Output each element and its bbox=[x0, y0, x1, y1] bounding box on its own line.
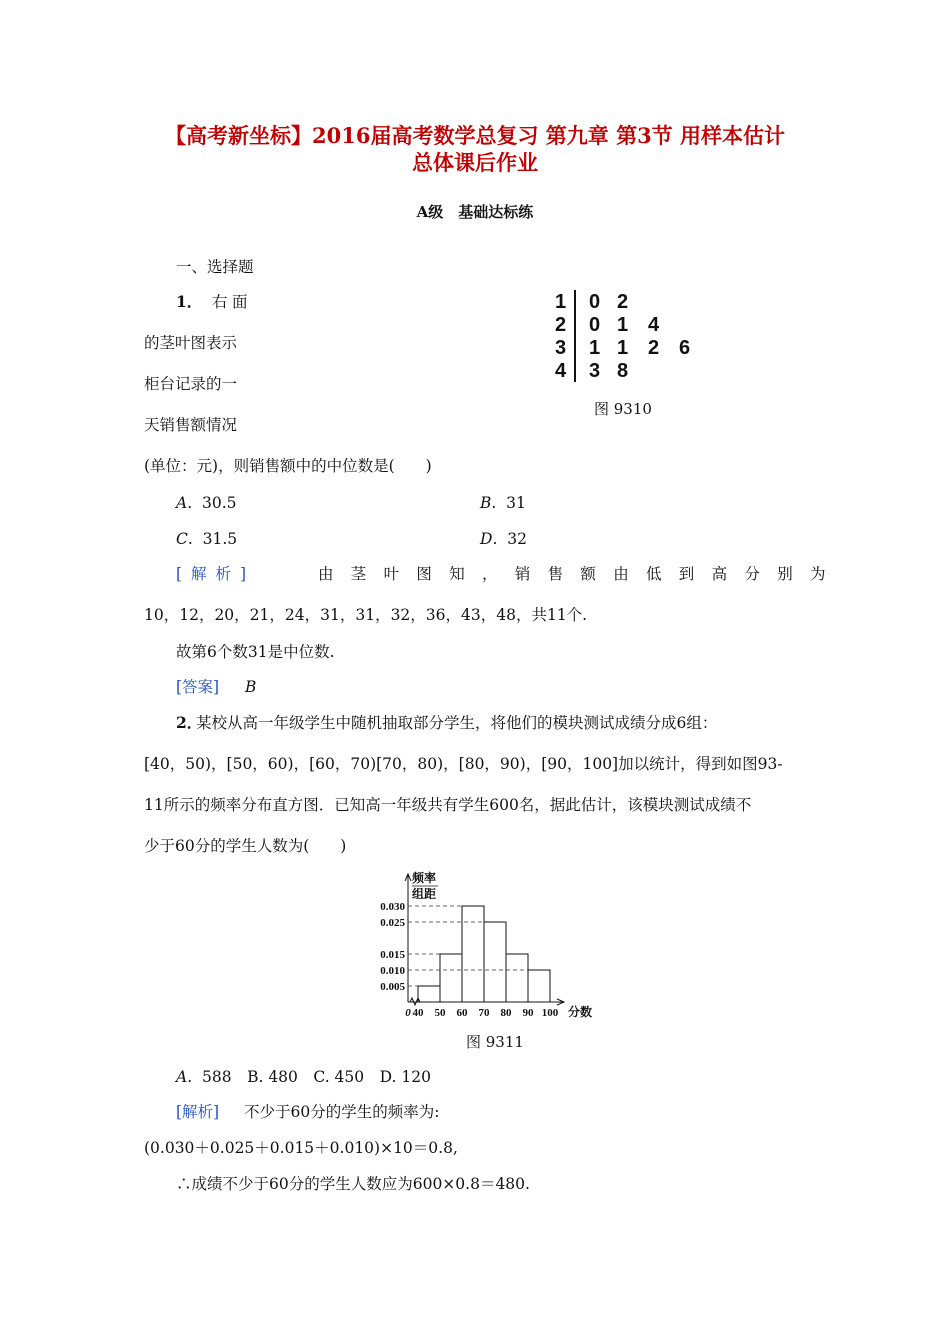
histogram-bar-1 bbox=[440, 954, 462, 1002]
histogram-caption: 图 9311 bbox=[466, 1033, 524, 1051]
q1-analysis-line2: 10，12，20，21，24，31，31，32，36，43，48，共11个. bbox=[144, 606, 588, 624]
q1-option-a-value: 30.5 bbox=[201, 494, 237, 512]
histogram-bar-3 bbox=[484, 922, 506, 1002]
leaf-2-1: 1 bbox=[617, 314, 629, 336]
q1-option-b-value: 31 bbox=[506, 494, 526, 512]
leaf-3-2: 2 bbox=[648, 337, 660, 359]
leaf-3-1: 1 bbox=[617, 337, 629, 359]
q1-line2: 的茎叶图表示 bbox=[144, 334, 238, 352]
leaf-4-0: 3 bbox=[589, 360, 601, 382]
q1-analysis-line3: 故第6个数31是中位数. bbox=[176, 643, 335, 661]
q2-analysis-line2: (0.030＋0.025＋0.015＋0.010)×10＝0.8, bbox=[144, 1139, 458, 1157]
q1-option-a: A. 30.5 bbox=[176, 494, 237, 512]
leaf-1-0: 0 bbox=[589, 291, 601, 313]
q2-options bbox=[176, 1067, 431, 1087]
stem-2: 2 bbox=[555, 314, 567, 336]
histogram-bar-4 bbox=[506, 954, 528, 1002]
origin-label: 0 bbox=[405, 1007, 411, 1019]
x-tick-label-2: 60 bbox=[456, 1007, 468, 1019]
x-tick-label-0: 40 bbox=[412, 1007, 424, 1019]
q1-word2: 面 bbox=[232, 293, 248, 311]
y-tick-label-2: 0.015 bbox=[380, 949, 405, 961]
x-tick-label-1: 50 bbox=[434, 1007, 446, 1019]
doc-title-line1: 【高考新坐标】2016届高考数学总复习 第九章 第3节 用样本估计 bbox=[165, 123, 785, 148]
stem-3: 3 bbox=[555, 337, 567, 359]
leaf-2-0: 0 bbox=[589, 314, 601, 336]
q1-option-b: B. 31 bbox=[480, 494, 526, 512]
y-axis-label-top: 频率 bbox=[412, 871, 437, 885]
q1-option-d: D. 32 bbox=[480, 530, 527, 548]
x-tick-label-6: 100 bbox=[541, 1007, 559, 1019]
q2-analysis-line3: ∴成绩不少于60分的学生人数应为600×0.8＝480. bbox=[176, 1175, 530, 1193]
frequency-histogram bbox=[360, 862, 620, 1022]
x-axis-label: 分数 bbox=[567, 1005, 593, 1019]
q1-line3: 柜台记录的一 bbox=[144, 375, 238, 393]
q1-analysis-tag: [解析] bbox=[176, 565, 256, 583]
leaf-4-1: 8 bbox=[617, 360, 629, 382]
leaf-2-2: 4 bbox=[648, 314, 660, 336]
q2-number: 2． bbox=[176, 713, 203, 732]
histogram-bar-2 bbox=[462, 906, 484, 1002]
q2-line1: 某校从高一年级学生中随机抽取部分学生，将他们的模块测试成绩分成6组： bbox=[196, 714, 718, 732]
q2-line2: [40，50)，[50，60)，[60，70)[70，80)，[80，90)，[90，100]加以统计，得到如图93- bbox=[144, 755, 783, 773]
q2-options-values: 588 B. 480 C. 450 D. 120 bbox=[201, 1068, 431, 1086]
stem-1: 1 bbox=[555, 291, 567, 313]
y-tick-label-1: 0.025 bbox=[380, 917, 405, 929]
histogram-bar-0 bbox=[418, 986, 440, 1002]
x-tick-label-4: 80 bbox=[500, 1007, 512, 1019]
y-tick-label-0: 0.030 bbox=[380, 901, 405, 913]
q2-analysis-text: 不少于60分的学生的频率为: bbox=[244, 1103, 440, 1121]
q2-line4: 少于60分的学生人数为( ) bbox=[144, 837, 347, 855]
q2-line3: 11所示的频率分布直方图．已知高一年级共有学生600名，据此估计，该模块测试成绩不 bbox=[144, 796, 752, 814]
q1-answer: B bbox=[245, 678, 257, 696]
doc-title-line2: 总体课后作业 bbox=[412, 150, 538, 175]
y-tick-label-4: 0.005 bbox=[380, 981, 405, 993]
stem-4: 4 bbox=[555, 360, 567, 382]
leaf-3-3: 6 bbox=[679, 337, 691, 359]
q1-option-c-value: 31.5 bbox=[202, 530, 238, 548]
leaf-1-1: 2 bbox=[617, 291, 629, 313]
stem-leaf-caption: 图 9310 bbox=[594, 400, 652, 418]
x-tick-label-3: 70 bbox=[478, 1007, 490, 1019]
y-axis-label-bottom: 组距 bbox=[412, 887, 437, 901]
q1-number: 1． bbox=[176, 292, 203, 311]
stem-divider bbox=[574, 290, 576, 382]
leaf-3-0: 1 bbox=[589, 337, 601, 359]
q1-line4: 天销售额情况 bbox=[144, 416, 238, 434]
histogram-bar-5 bbox=[528, 970, 550, 1002]
q1-word1: 右 bbox=[212, 293, 228, 311]
level-heading: A级 基础达标练 bbox=[416, 203, 534, 221]
q1-option-c: C. 31.5 bbox=[176, 530, 238, 548]
q2-option-a-label: A. bbox=[176, 1068, 193, 1086]
q1-option-d-value: 32 bbox=[507, 530, 527, 548]
q1-analysis-text: 由茎叶图知，销售额由低到高分别为 bbox=[318, 565, 843, 583]
q1-line5: (单位：元)，则销售额中的中位数是( ) bbox=[144, 457, 432, 475]
q2-analysis-tag: [解析] bbox=[176, 1103, 220, 1121]
q1-answer-tag: [答案] bbox=[176, 678, 220, 696]
x-tick-label-5: 90 bbox=[522, 1007, 534, 1019]
section-heading: 一、选择题 bbox=[176, 258, 254, 276]
y-tick-label-3: 0.010 bbox=[380, 965, 405, 977]
